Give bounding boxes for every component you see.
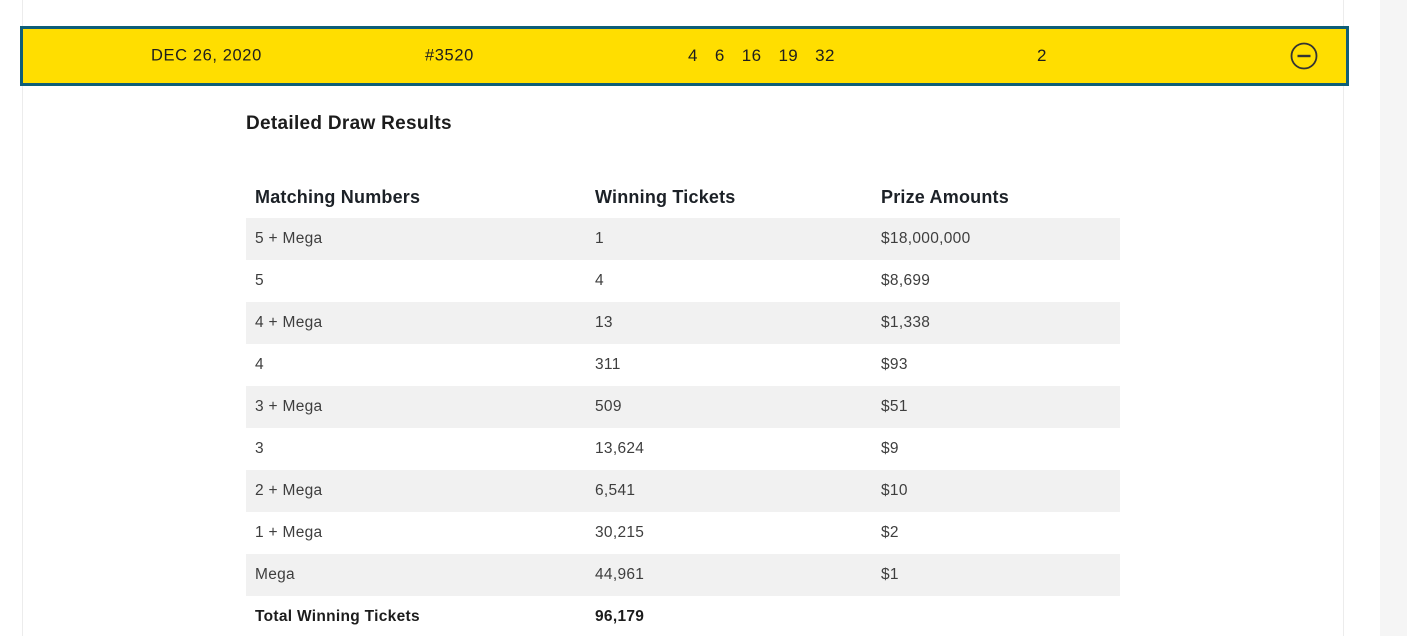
table-header-cell: Winning Tickets	[595, 186, 736, 207]
table-row	[246, 554, 1120, 596]
table-cell: 1	[595, 230, 604, 247]
table-cell: $93	[881, 356, 908, 373]
table-row	[246, 302, 1120, 344]
table-cell: $18,000,000	[881, 230, 971, 247]
winning-number: 32	[815, 46, 835, 65]
minus-circle-icon	[1290, 42, 1318, 70]
table-cell: $1	[881, 566, 899, 583]
table-cell: 4	[595, 272, 604, 289]
table-cell: 30,215	[595, 524, 645, 541]
winning-number: 6	[714, 46, 725, 65]
table-cell: $9	[881, 440, 899, 457]
table-row	[246, 512, 1120, 554]
page-right-gutter	[1380, 0, 1407, 636]
draw-number: #3520	[425, 46, 474, 65]
section-title: Detailed Draw Results	[246, 113, 452, 134]
table-row	[246, 218, 1120, 260]
table-body	[246, 218, 1120, 596]
draw-results-table	[246, 176, 1120, 636]
table-cell: Mega	[255, 566, 295, 583]
table-cell: $51	[881, 398, 908, 415]
table-row	[246, 470, 1120, 512]
table-cell: 13	[595, 314, 613, 331]
table-cell: 509	[595, 398, 622, 415]
table-header-row	[246, 176, 1120, 218]
collapse-button[interactable]	[1289, 41, 1319, 71]
winning-number: 4	[688, 46, 698, 65]
table-cell: 4	[255, 356, 264, 373]
container-right-border	[1343, 0, 1344, 636]
table-cell: 2 + Mega	[255, 482, 323, 499]
table-cell: $8,699	[881, 272, 931, 289]
table-cell: 13,624	[595, 440, 645, 457]
total-value: 96,179	[595, 608, 645, 625]
total-row	[246, 596, 1120, 636]
table-cell: 311	[595, 356, 621, 373]
table-row	[246, 428, 1120, 470]
table-cell: 1 + Mega	[255, 524, 323, 541]
table-cell: 4 + Mega	[255, 314, 323, 331]
draw-summary-bar[interactable]	[20, 26, 1349, 86]
table-cell: 6,541	[595, 482, 636, 499]
table-cell: $1,338	[881, 314, 931, 331]
winning-number: 16	[741, 46, 762, 65]
table-row	[246, 260, 1120, 302]
table-header-cell: Matching Numbers	[255, 186, 421, 207]
table-row	[246, 386, 1120, 428]
mega-number: 2	[1037, 46, 1047, 65]
total-label: Total Winning Tickets	[255, 608, 420, 625]
table-row	[246, 344, 1120, 386]
container-left-border	[22, 0, 23, 636]
draw-date: DEC 26, 2020	[151, 46, 262, 65]
table-cell: 5	[255, 272, 264, 289]
winning-numbers	[688, 29, 835, 83]
table-cell: 5 + Mega	[255, 230, 323, 247]
winning-number: 19	[778, 46, 799, 65]
table-cell: $2	[881, 524, 899, 541]
table-cell: $10	[881, 482, 908, 499]
table-header-cell: Prize Amounts	[881, 186, 1009, 207]
table-cell: 3 + Mega	[255, 398, 323, 415]
table-cell: 44,961	[595, 566, 645, 583]
table-cell: 3	[255, 440, 264, 457]
